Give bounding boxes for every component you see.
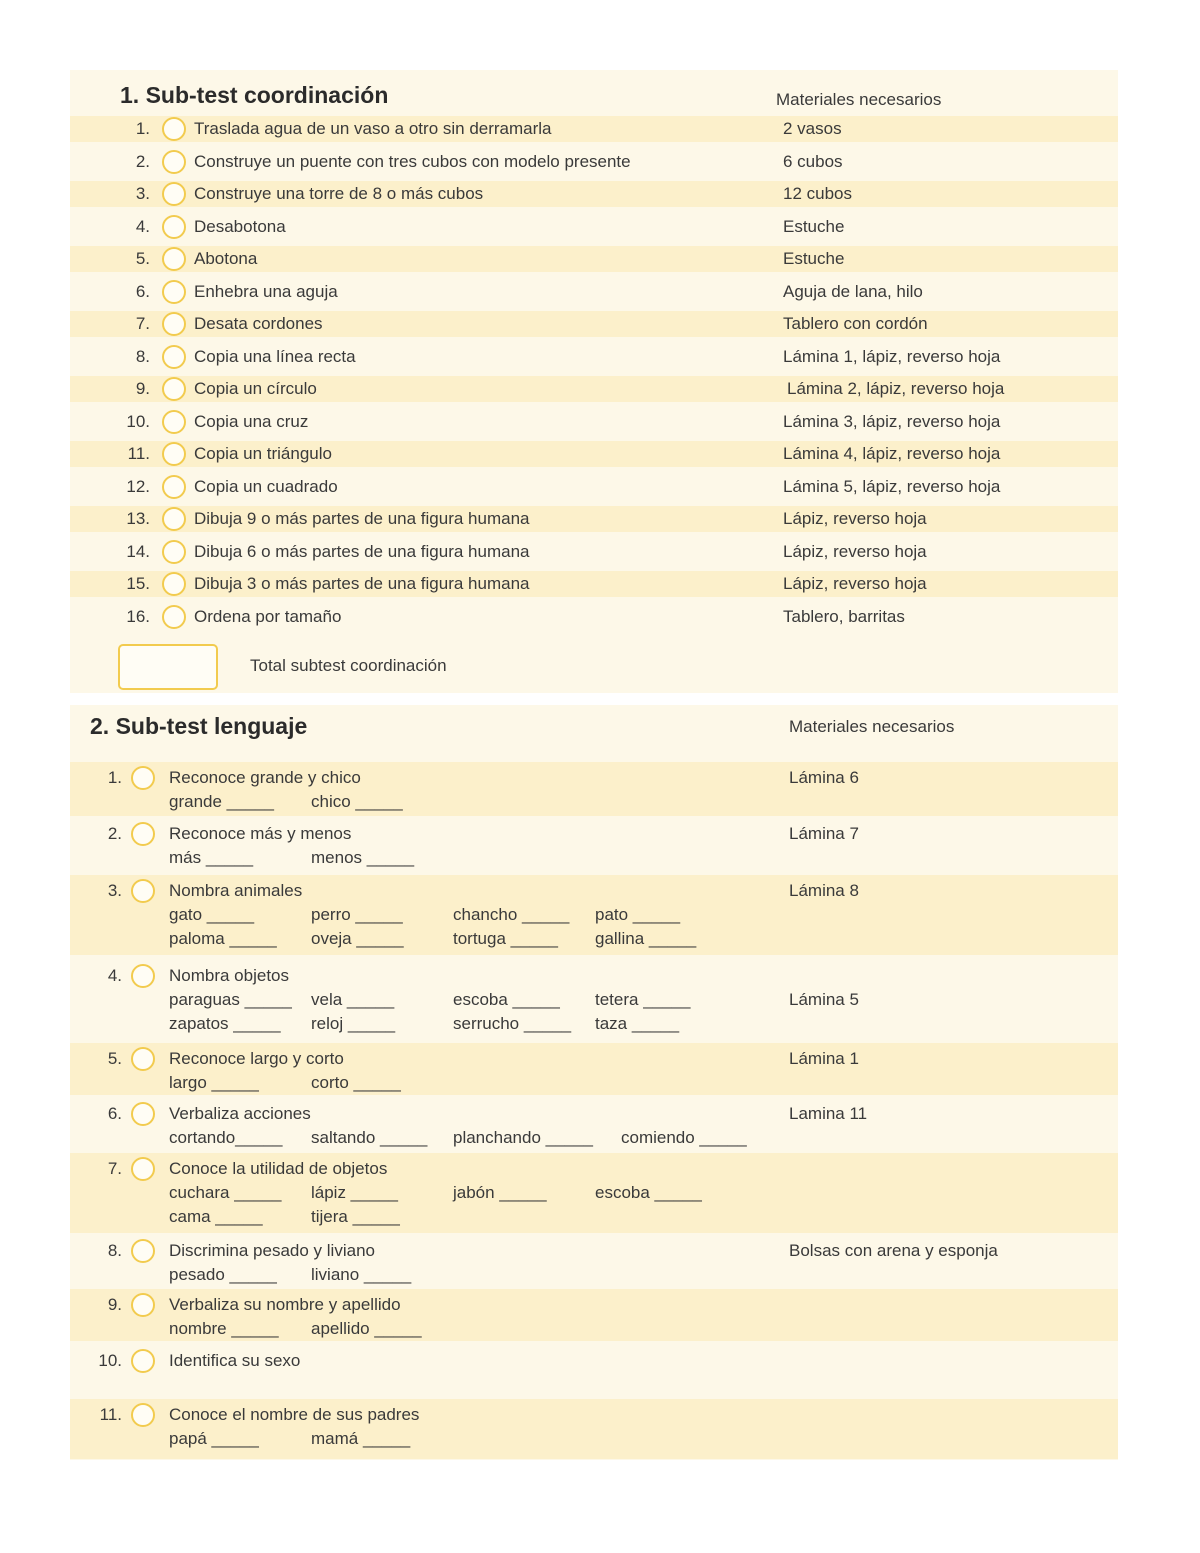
item-material: Tablero con cordón	[783, 314, 928, 333]
section-language	[70, 705, 1118, 1460]
item-number: 6.	[107, 1104, 122, 1123]
item-number: 14.	[126, 541, 150, 561]
item-label: Copia una línea recta	[194, 346, 356, 366]
item-label: Reconoce grande y chico	[169, 768, 361, 787]
item-label: Conoce el nombre de sus padres	[169, 1405, 420, 1424]
checkbox-circle-icon[interactable]	[131, 822, 155, 846]
answer-blank: tetera _____	[595, 990, 691, 1009]
answer-blank: vela _____	[311, 990, 395, 1009]
checkbox-circle-icon[interactable]	[131, 879, 155, 903]
item-number: 9.	[135, 379, 150, 398]
answer-blank: tijera _____	[311, 1207, 400, 1226]
item-material: Lámina 1	[789, 1049, 859, 1068]
item-label: Verbaliza acciones	[169, 1104, 311, 1123]
checkbox-circle-icon[interactable]	[162, 345, 186, 369]
item-label: Dibuja 6 o más partes de una figura humana	[194, 541, 530, 561]
answer-blank: chico _____	[311, 792, 403, 811]
item-number: 16.	[126, 606, 150, 626]
checkbox-circle-icon[interactable]	[162, 182, 186, 206]
item-row	[70, 818, 1118, 872]
checkbox-circle-icon[interactable]	[131, 1102, 155, 1126]
item-row	[70, 1235, 1118, 1287]
answer-blank: gallina _____	[595, 929, 697, 948]
item-label: Ordena por tamaño	[194, 606, 342, 626]
answer-blank: zapatos _____	[169, 1014, 281, 1033]
checkbox-circle-icon[interactable]	[162, 280, 186, 304]
item-row	[70, 181, 1118, 207]
item-label: Copia una cruz	[194, 411, 309, 431]
item-number: 4.	[135, 216, 150, 236]
answer-blank: escoba _____	[453, 990, 560, 1009]
item-label: Abotona	[194, 249, 258, 268]
item-row	[70, 571, 1118, 597]
answer-blank: serrucho _____	[453, 1014, 572, 1033]
item-row	[70, 1399, 1118, 1459]
item-row	[70, 149, 1118, 175]
item-label: Copia un triángulo	[194, 444, 332, 463]
answer-blank: perro _____	[311, 905, 403, 924]
answer-blank: lápiz _____	[311, 1183, 398, 1202]
answer-blank: jabón _____	[453, 1183, 547, 1202]
item-number: 15.	[126, 574, 150, 593]
item-row	[70, 344, 1118, 370]
item-row	[70, 604, 1118, 630]
item-number: 10.	[98, 1351, 122, 1370]
item-label: Reconoce largo y corto	[169, 1049, 344, 1068]
item-material: Lámina 2, lápiz, reverso hoja	[787, 379, 1005, 398]
materials-header: Materiales necesarios	[776, 90, 942, 109]
checkbox-circle-icon[interactable]	[162, 605, 186, 629]
answer-blank: mamá _____	[311, 1429, 411, 1448]
checkbox-circle-icon[interactable]	[162, 247, 186, 271]
answer-blank: oveja _____	[311, 929, 404, 948]
answer-blank: escoba _____	[595, 1183, 702, 1202]
item-row	[70, 474, 1118, 500]
item-material: Aguja de lana, hilo	[783, 281, 923, 301]
answer-blank: más _____	[169, 848, 254, 867]
item-row	[70, 1043, 1118, 1095]
checkbox-circle-icon[interactable]	[162, 150, 186, 174]
item-material: Lámina 7	[789, 824, 859, 843]
materials-header: Materiales necesarios	[789, 717, 955, 736]
item-number: 11.	[99, 1405, 122, 1424]
checkbox-circle-icon[interactable]	[162, 215, 186, 239]
answer-blank: liviano _____	[311, 1265, 412, 1284]
item-row	[70, 376, 1118, 402]
item-label: Construye una torre de 8 o más cubos	[194, 184, 484, 203]
item-row	[70, 246, 1118, 272]
item-label: Dibuja 9 o más partes de una figura humana	[194, 509, 530, 528]
item-number: 3.	[107, 881, 122, 900]
checkbox-circle-icon[interactable]	[131, 1239, 155, 1263]
item-number: 7.	[107, 1159, 122, 1178]
item-number: 13.	[126, 509, 150, 528]
item-row	[70, 1098, 1118, 1150]
answer-blank: cuchara _____	[169, 1183, 282, 1202]
item-material: 6 cubos	[783, 151, 843, 171]
item-number: 11.	[127, 444, 150, 463]
answer-blank: pesado _____	[169, 1265, 277, 1284]
item-number: 8.	[107, 1241, 122, 1260]
item-material: Lamina 11	[789, 1104, 868, 1123]
answer-blank: planchando _____	[453, 1128, 593, 1147]
item-number: 1.	[107, 768, 122, 787]
item-number: 10.	[126, 411, 150, 431]
answer-blank: cortando_____	[169, 1128, 283, 1147]
item-material: Lámina 5, lápiz, reverso hoja	[783, 476, 1001, 496]
item-label: Discrimina pesado y liviano	[169, 1241, 375, 1260]
checkbox-circle-icon[interactable]	[162, 312, 186, 336]
answer-blank: paloma _____	[169, 929, 277, 948]
item-number: 4.	[107, 966, 122, 985]
item-label: Copia un círculo	[194, 379, 317, 398]
answer-blank: apellido _____	[311, 1319, 422, 1338]
item-label: Conoce la utilidad de objetos	[169, 1159, 388, 1178]
checkbox-circle-icon[interactable]	[131, 766, 155, 790]
answer-blank: largo _____	[169, 1073, 259, 1092]
item-row	[70, 960, 1118, 1040]
checkbox-circle-icon[interactable]	[131, 1349, 155, 1373]
item-material: Lámina 5	[789, 990, 859, 1009]
answer-blank: saltando _____	[311, 1128, 428, 1147]
total-label: Total subtest coordinación	[250, 656, 447, 675]
item-number: 6.	[135, 281, 150, 301]
item-row	[70, 279, 1118, 305]
item-material: Lámina 1, lápiz, reverso hoja	[783, 346, 1001, 366]
answer-blank: menos _____	[311, 848, 415, 867]
item-number: 3.	[135, 184, 150, 203]
checkbox-circle-icon[interactable]	[131, 1403, 155, 1427]
checkbox-circle-icon[interactable]	[162, 572, 186, 596]
item-material: Lámina 4, lápiz, reverso hoja	[783, 444, 1001, 463]
section-title: 1. Sub-test coordinación	[120, 82, 389, 108]
checkbox-circle-icon[interactable]	[131, 1293, 155, 1317]
item-row	[70, 506, 1118, 532]
item-material: Estuche	[783, 216, 845, 236]
item-label: Identifica su sexo	[169, 1351, 301, 1370]
item-number: 8.	[135, 346, 150, 366]
answer-blank: corto _____	[311, 1073, 401, 1092]
checkbox-circle-icon[interactable]	[162, 540, 186, 564]
item-material: Lápiz, reverso hoja	[783, 541, 927, 561]
checkbox-circle-icon[interactable]	[131, 1047, 155, 1071]
answer-blank: paraguas _____	[169, 990, 292, 1009]
checkbox-circle-icon[interactable]	[131, 964, 155, 988]
item-number: 2.	[135, 151, 150, 171]
item-row	[70, 762, 1118, 816]
answer-blank: grande _____	[169, 792, 274, 811]
item-number: 5.	[107, 1049, 122, 1068]
item-label: Traslada agua de un vaso a otro sin derramarla	[194, 119, 552, 138]
item-number: 2.	[107, 824, 122, 843]
item-label: Dibuja 3 o más partes de una figura humana	[194, 574, 530, 593]
item-row	[70, 311, 1118, 337]
checkbox-circle-icon[interactable]	[162, 410, 186, 434]
item-material: Bolsas con arena y esponja	[789, 1241, 998, 1260]
section-title: 2. Sub-test lenguaje	[90, 713, 308, 739]
item-label: Reconoce más y menos	[169, 824, 352, 843]
answer-blank: pato _____	[595, 905, 681, 924]
item-label: Nombra objetos	[169, 966, 290, 985]
checkbox-circle-icon[interactable]	[162, 377, 186, 401]
item-number: 12.	[126, 476, 150, 496]
item-row	[70, 875, 1118, 955]
item-label: Verbaliza su nombre y apellido	[169, 1295, 401, 1314]
item-label: Copia un cuadrado	[194, 476, 338, 496]
item-row	[70, 409, 1118, 435]
item-label: Nombra animales	[169, 881, 303, 900]
checkbox-circle-icon[interactable]	[131, 1157, 155, 1181]
item-row	[70, 441, 1118, 467]
checkbox-circle-icon[interactable]	[162, 475, 186, 499]
answer-blank: gato _____	[169, 905, 255, 924]
item-number: 9.	[107, 1295, 122, 1314]
item-material: Estuche	[783, 249, 845, 268]
item-number: 5.	[135, 249, 150, 268]
item-material: Lámina 6	[789, 768, 859, 787]
answer-blank: comiendo _____	[621, 1128, 747, 1147]
item-label: Desabotona	[194, 216, 286, 236]
answer-blank: taza _____	[595, 1014, 680, 1033]
answer-blank: reloj _____	[311, 1014, 396, 1033]
item-row	[70, 1289, 1118, 1341]
item-label: Construye un puente con tres cubos con modelo presente	[194, 151, 631, 171]
answer-blank: chancho _____	[453, 905, 570, 924]
item-material: 12 cubos	[783, 184, 852, 203]
item-number: 7.	[135, 314, 150, 333]
answer-blank: tortuga _____	[453, 929, 558, 948]
answer-blank: papá _____	[169, 1429, 259, 1448]
section-coordination	[70, 70, 1118, 693]
total-score-box[interactable]	[118, 644, 218, 690]
answer-blank: nombre _____	[169, 1319, 279, 1338]
item-material: Lápiz, reverso hoja	[783, 574, 927, 593]
checkbox-circle-icon[interactable]	[162, 507, 186, 531]
item-material: 2 vasos	[783, 119, 842, 138]
checkbox-circle-icon[interactable]	[162, 117, 186, 141]
item-row	[70, 539, 1118, 565]
item-row	[70, 1345, 1118, 1397]
item-row	[70, 1153, 1118, 1233]
item-material: Lámina 3, lápiz, reverso hoja	[783, 411, 1001, 431]
item-row	[70, 214, 1118, 240]
item-label: Enhebra una aguja	[194, 281, 338, 301]
checkbox-circle-icon[interactable]	[162, 442, 186, 466]
item-number: 1.	[135, 119, 150, 138]
item-row	[70, 116, 1118, 142]
item-material: Tablero, barritas	[783, 606, 905, 626]
item-material: Lámina 8	[789, 881, 859, 900]
item-material: Lápiz, reverso hoja	[783, 509, 927, 528]
item-label: Desata cordones	[194, 314, 323, 333]
answer-blank: cama _____	[169, 1207, 263, 1226]
